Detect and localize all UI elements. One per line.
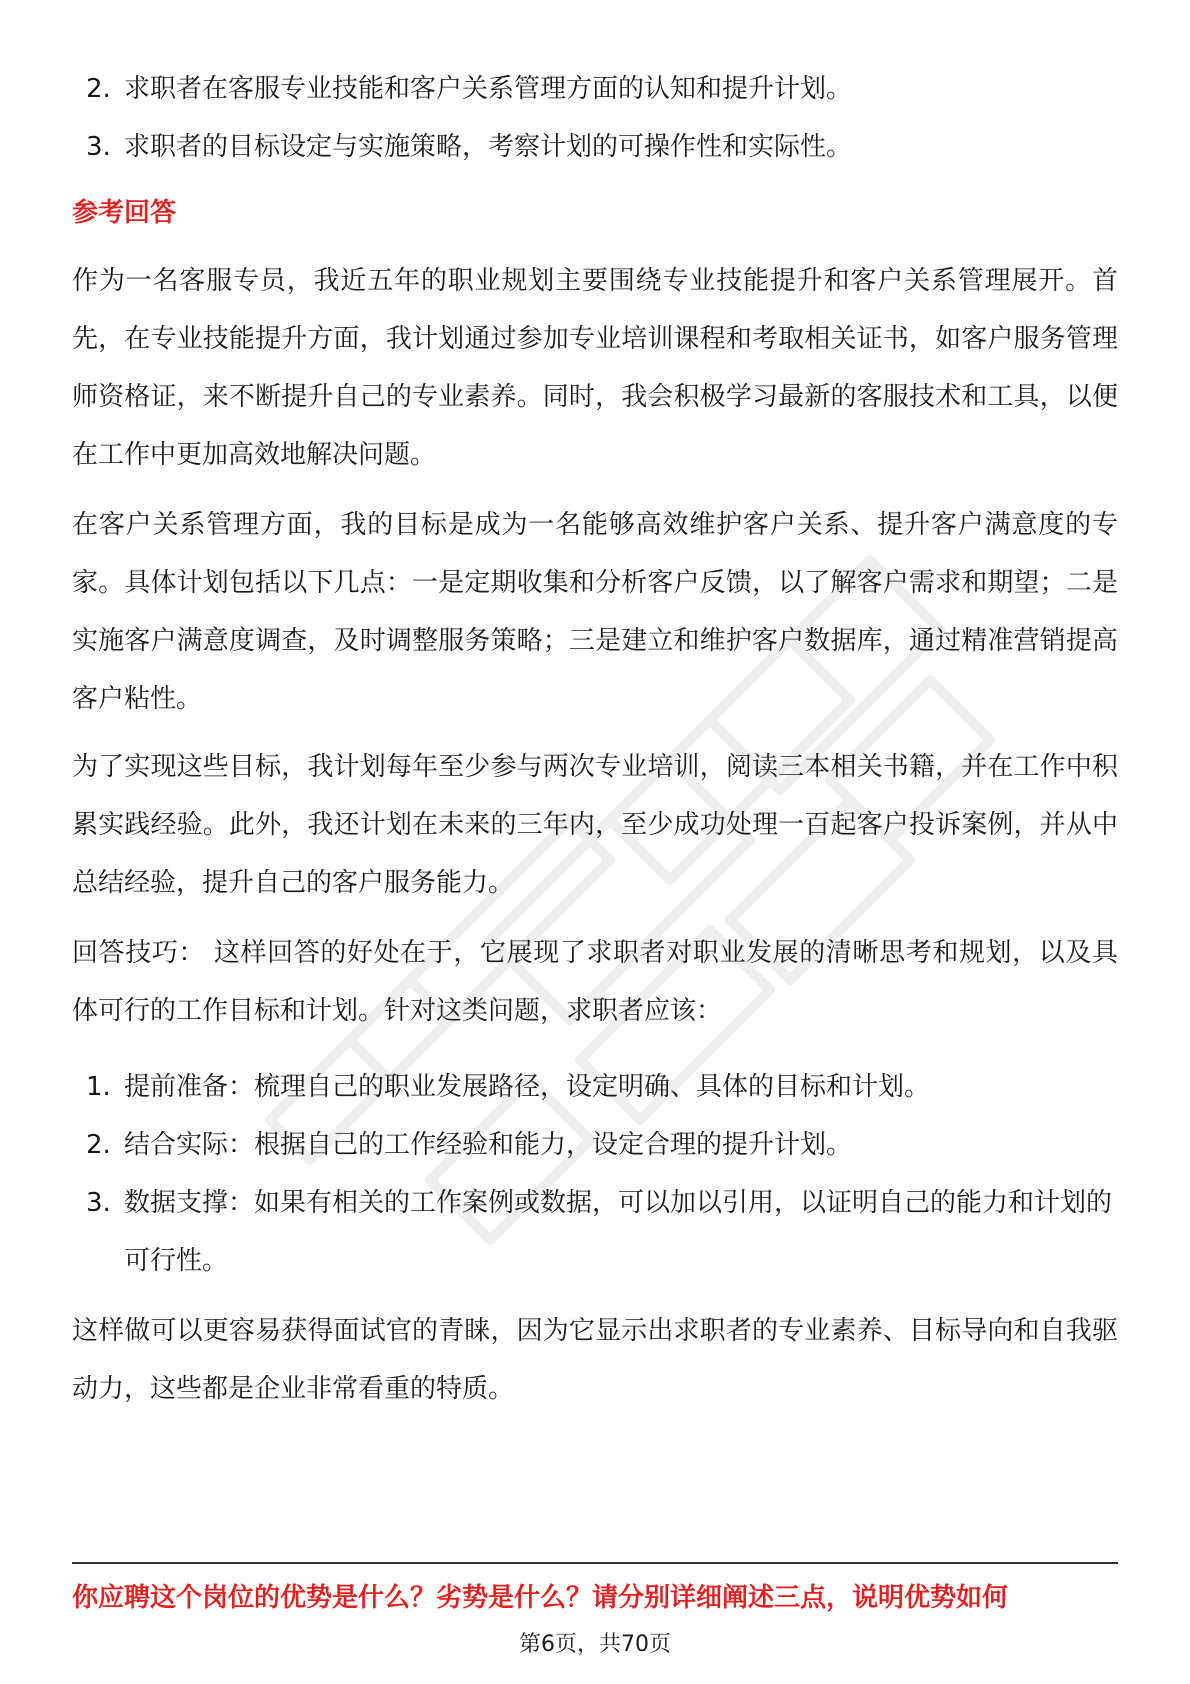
closing-paragraph: 这样做可以更容易获得面试官的青睐，因为它显示出求职者的专业素养、目标导向和自我驱动力，这些都是企业非常看重的特质。 (72, 1316, 1118, 1404)
list-number: 3. (86, 132, 111, 162)
answer-paragraph-2: 在客户关系管理方面，我的目标是成为一名能够高效维护客户关系、提升客户满意度的专家。具体计划包括以下几点：一是定期收集和分析客户反馈，以了解客户需求和期望；二是实施客户满意度调查，及时调整服务策略；三是建立和维护客户数据库，通过精准营销提高客户粘性。 (72, 510, 1118, 714)
list-text: 提前准备：梳理自己的职业发展路径，设定明确、具体的目标和计划。 (124, 1072, 931, 1102)
list-text: 求职者在客服专业技能和客户关系管理方面的认知和提升计划。 (124, 74, 853, 104)
list-text: 结合实际：根据自己的工作经验和能力，设定合理的提升计划。 (124, 1130, 853, 1160)
answer-paragraph-1: 作为一名客服专员，我近五年的职业规划主要围绕专业技能提升和客户关系管理展开。首先，在专业技能提升方面，我计划通过参加专业培训课程和考取相关证书，如客户服务管理师资格证，来不断提升自己的专业素养。同时，我会积极学习最新的客服技术和工具，以便在工作中更加高效地解决问题。 (72, 266, 1118, 470)
top-numbered-list (72, 60, 1118, 176)
list-number: 2. (86, 74, 111, 104)
list-number: 1. (86, 1072, 111, 1102)
list-text: 数据支撑：如果有相关的工作案例或数据，可以加以引用，以证明自己的能力和计划的可行性。 (124, 1188, 1113, 1276)
page-number: 第6页，共70页 (519, 1632, 671, 1657)
footer-divider (72, 1562, 1118, 1564)
list-number: 3. (86, 1188, 111, 1218)
answer-heading: 参考回答 (72, 198, 177, 228)
answer-paragraph-3: 为了实现这些目标，我计划每年至少参与两次专业培训，阅读三本相关书籍，并在工作中积累实践经验。此外，我还计划在未来的三年内，至少成功处理一百起客户投诉案例，并从中总结经验，提升自己的客户服务能力。 (72, 752, 1118, 898)
answer-tips-intro: 回答技巧： 这样回答的好处在于，它展现了求职者对职业发展的清晰思考和规划，以及具体可行的工作目标和计划。针对这类问题，求职者应该： (72, 938, 1118, 1026)
tips-numbered-list (72, 1058, 1118, 1290)
list-item (72, 1174, 1118, 1290)
list-item (72, 1058, 1118, 1116)
list-item (72, 118, 1118, 176)
list-item (72, 60, 1118, 118)
list-item (72, 1116, 1118, 1174)
next-question-heading: 你应聘这个岗位的优势是什么？劣势是什么？请分别详细阐述三点，说明优势如何 (72, 1583, 1009, 1613)
list-text: 求职者的目标设定与实施策略，考察计划的可操作性和实际性。 (124, 132, 853, 162)
list-number: 2. (86, 1130, 111, 1160)
